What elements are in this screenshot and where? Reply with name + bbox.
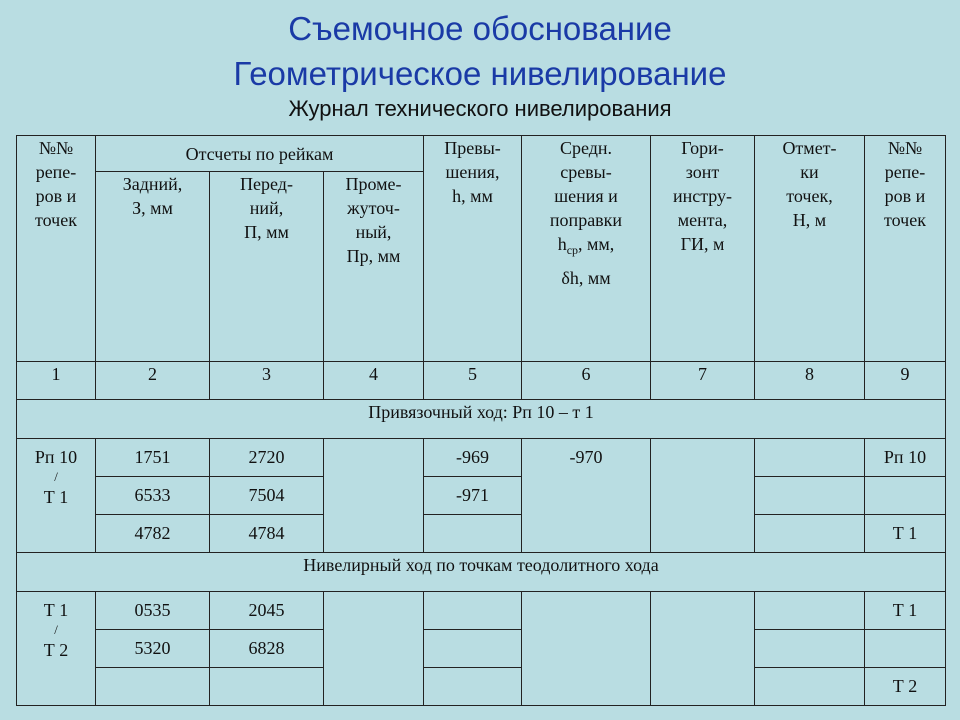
mean-difference: -970	[522, 439, 651, 553]
col-number: 3	[210, 362, 324, 400]
col-number: 1	[17, 362, 96, 400]
front-reading: 2045	[210, 592, 324, 630]
col-number: 7	[651, 362, 755, 400]
front-reading	[210, 668, 324, 706]
col-number: 2	[96, 362, 210, 400]
height-difference	[424, 668, 522, 706]
header-col8: Отмет- ки точек, Н, м	[755, 136, 865, 362]
header-readings-group: Отсчеты по рейкам	[96, 136, 424, 172]
station-cell: Т 1 / Т 2	[17, 592, 96, 706]
col-number: 8	[755, 362, 865, 400]
point-name	[865, 630, 946, 668]
point-elevation	[755, 477, 865, 515]
header-col3: Перед- ний, П, мм	[210, 172, 324, 362]
point-name: Т 2	[865, 668, 946, 706]
height-difference	[424, 592, 522, 630]
header-col6: Средн. сревы- шения и поправки $h_{ср}$, мм, δh, мм	[522, 136, 651, 362]
slide-title: Съемочное обоснование	[288, 10, 672, 47]
header-col4: Проме- жуточ- ный, Пр, мм	[324, 172, 424, 362]
front-reading: 6828	[210, 630, 324, 668]
intermediate-reading	[324, 439, 424, 553]
intermediate-reading	[324, 592, 424, 706]
point-name: Т 1	[865, 592, 946, 630]
height-difference: -971	[424, 477, 522, 515]
front-reading: 7504	[210, 477, 324, 515]
point-elevation	[755, 668, 865, 706]
height-difference: -969	[424, 439, 522, 477]
back-reading: 6533	[96, 477, 210, 515]
point-name: Рп 10	[865, 439, 946, 477]
mean-difference	[522, 592, 651, 706]
col-number: 5	[424, 362, 522, 400]
section-title-leveling-traverse: Нивелирный ход по точкам теодолитного хода	[17, 553, 946, 592]
header-col1: №№ репе- ров и точек	[17, 136, 96, 362]
front-reading: 2720	[210, 439, 324, 477]
col-number: 9	[865, 362, 946, 400]
back-reading: 5320	[96, 630, 210, 668]
header-col7: Гори- зонт инстру- мента, ГИ, м	[651, 136, 755, 362]
back-reading	[96, 668, 210, 706]
back-reading: 1751	[96, 439, 210, 477]
back-reading: 4782	[96, 515, 210, 553]
header-col2: Задний, З, мм	[96, 172, 210, 362]
journal-title: Журнал технического нивелирования	[288, 96, 672, 121]
instrument-horizon	[651, 439, 755, 553]
col-number: 6	[522, 362, 651, 400]
section-title-tie-traverse: Привязочный ход: Рп 10 – т 1	[17, 400, 946, 439]
point-name: Т 1	[865, 515, 946, 553]
front-reading: 4784	[210, 515, 324, 553]
station-cell: Рп 10 / Т 1	[17, 439, 96, 553]
slide-subtitle: Геометрическое нивелирование	[233, 55, 727, 92]
leveling-journal-table	[16, 135, 946, 706]
height-difference	[424, 515, 522, 553]
header-col9: №№ репе- ров и точек	[865, 136, 946, 362]
instrument-horizon	[651, 592, 755, 706]
point-elevation	[755, 592, 865, 630]
point-name	[865, 477, 946, 515]
col-number: 4	[324, 362, 424, 400]
point-elevation	[755, 630, 865, 668]
height-difference	[424, 630, 522, 668]
point-elevation	[755, 439, 865, 477]
back-reading: 0535	[96, 592, 210, 630]
point-elevation	[755, 515, 865, 553]
header-col5: Превы- шения, h, мм	[424, 136, 522, 362]
